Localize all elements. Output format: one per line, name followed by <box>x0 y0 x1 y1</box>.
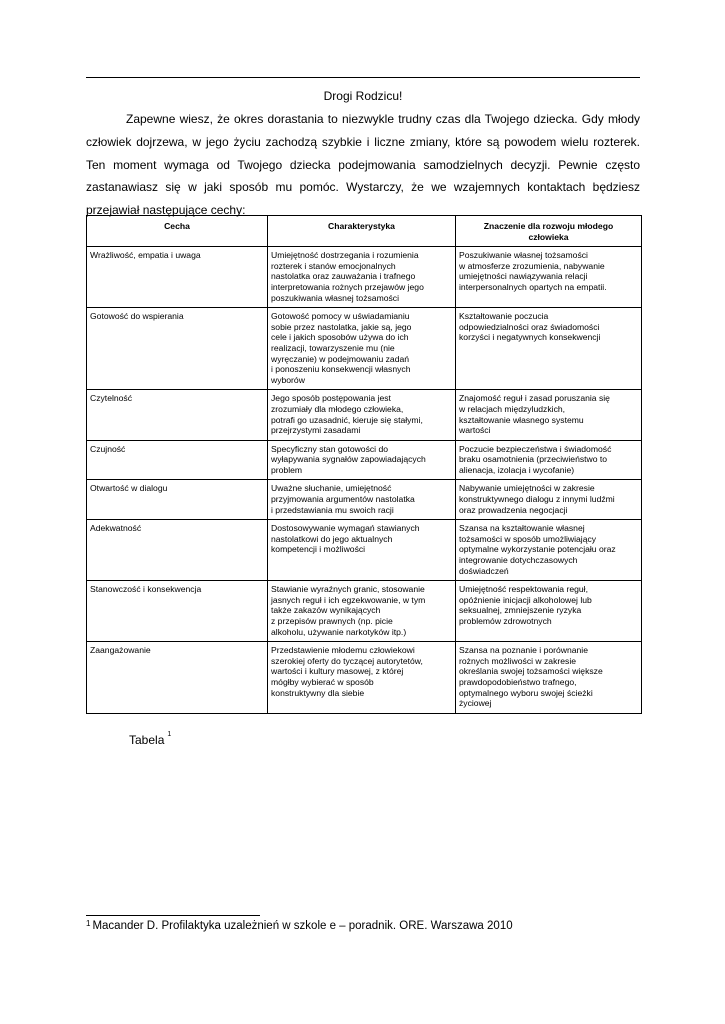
cell-characteristic: Gotowość pomocy w uświadamianiu sobie przez nastolatka, jakie są, jego cele i jakich sposobów używa do ich realizacji, towarzyszenie mu (nie wyręczanie) w podejmowaniu zadań i ponoszeniu konsekwencji własnych wyborów <box>268 308 456 390</box>
cell-significance: Poszukiwanie własnej tożsamości w atmosferze zrozumienia, nabywanie umiejętności nawiązywania relacji interpersonalnych opartych na empatii. <box>456 247 642 308</box>
table-row <box>87 581 642 642</box>
cell-characteristic: Umiejętność dostrzegania i rozumienia rozterek i stanów emocjonalnych nastolatka oraz zauważania i trafnego interpretowania rożnych przejawów jego poszukiwania własnej tożsamości <box>268 247 456 308</box>
cell-trait: Stanowczość i konsekwencja <box>87 581 268 642</box>
cell-trait: Wrażliwość, empatia i uwaga <box>87 247 268 308</box>
footnote-text: Macander D. Profilaktyka uzależnień w szkole e – poradnik. ORE. Warszawa 2010 <box>92 920 513 932</box>
table-caption <box>129 733 171 747</box>
cell-significance: Nabywanie umiejętności w zakresie konstruktywnego dialogu z innymi ludźmi oraz prowadzenia negocjacji <box>456 480 642 520</box>
cell-significance: Umiejętność respektowania reguł, opóźnienie inicjacji alkoholowej lub seksualnej, zmniejszenie ryzyka problemów zdrowotnych <box>456 581 642 642</box>
cell-trait: Czytelność <box>87 390 268 440</box>
header-znaczenie: Znaczenie dla rozwoju młodego człowieka <box>456 216 642 247</box>
table-row <box>87 520 642 581</box>
cell-characteristic: Specyficzny stan gotowości do wyłapywania sygnałów zapowiadających problem <box>268 440 456 480</box>
cell-significance: Szansa na poznanie i porównanie rożnych możliwości w zakresie określania swojej tożsamości większe prawdopodobieństwo trafnego, optymalnego wyboru swojej ścieżki życiowej <box>456 642 642 714</box>
footnote <box>86 920 513 932</box>
table-row <box>87 390 642 440</box>
footnote-number: 1 <box>86 919 91 928</box>
cell-trait: Otwartość w dialogu <box>87 480 268 520</box>
cell-significance: Znajomość reguł i zasad poruszania się w relacjach międzyludzkich, kształtowanie własnego systemu wartości <box>456 390 642 440</box>
cell-significance: Poczucie bezpieczeństwa i świadomość braku osamotnienia (przeciwieństwo to alienacja, izolacja i wycofanie) <box>456 440 642 480</box>
cell-characteristic: Jego sposób postępowania jest zrozumiały dla młodego człowieka, potrafi go uzasadnić, kieruje się stałymi, przejrzystymi zasadami <box>268 390 456 440</box>
traits-table <box>86 215 642 714</box>
cell-trait: Czujność <box>87 440 268 480</box>
table-row <box>87 440 642 480</box>
cell-characteristic: Stawianie wyraźnych granic, stosowanie jasnych reguł i ich egzekwowanie, w tym także zakazów wynikających z przepisów prawnych (np. picie alkoholu, używanie narkotyków itp.) <box>268 581 456 642</box>
cell-significance: Szansa na kształtowanie własnej tożsamości w sposób umożliwiający optymalne wykorzystanie potencjału oraz integrowanie dotychczasowych doświadczeń <box>456 520 642 581</box>
header-cecha: Cecha <box>87 216 268 247</box>
cell-trait: Zaangażowanie <box>87 642 268 714</box>
cell-significance: Kształtowanie poczucia odpowiedzialności oraz świadomości korzyści i negatywnych konsekwencji <box>456 308 642 390</box>
cell-characteristic: Uważne słuchanie, umiejętność przyjmowania argumentów nastolatka i przedstawiania mu swoich racji <box>268 480 456 520</box>
cell-characteristic: Dostosowywanie wymagań stawianych nastolatkowi do jego aktualnych kompetencji i możliwości <box>268 520 456 581</box>
header-charakterystyka: Charakterystyka <box>268 216 456 247</box>
cell-trait: Gotowość do wspierania <box>87 308 268 390</box>
cell-characteristic: Przedstawienie młodemu człowiekowi szerokiej oferty do tyczącej autorytetów, wartości i kultury masowej, z której mógłby wybierać w sposób konstruktywny dla siebie <box>268 642 456 714</box>
intro-paragraph: Zapewne wiesz, że okres dorastania to niezwykle trudny czas dla Twojego dziecka. Gdy młody człowiek dojrzewa, w jego życiu zachodzą szybkie i liczne zmiany, które są powodem wielu rozterek. Ten moment wymaga od Twojego dziecka podejmowania samodzielnych decyzji. Pewnie często zastanawiasz się w jaki sposób mu pomóc. Wystarczy, że we wzajemnych kontaktach będziesz przejawiał następujące cechy: <box>86 112 640 218</box>
caption-label: Tabela <box>129 733 165 747</box>
greeting: Drogi Rodzicu! <box>323 89 403 103</box>
header-rule <box>86 77 640 78</box>
table-row <box>87 642 642 714</box>
table-row <box>87 247 642 308</box>
table-row <box>87 480 642 520</box>
table-header-row <box>87 216 642 247</box>
cell-trait: Adekwatność <box>87 520 268 581</box>
table-row <box>87 308 642 390</box>
footnote-reference[interactable]: 1 <box>167 731 172 738</box>
footnote-rule <box>86 915 260 916</box>
